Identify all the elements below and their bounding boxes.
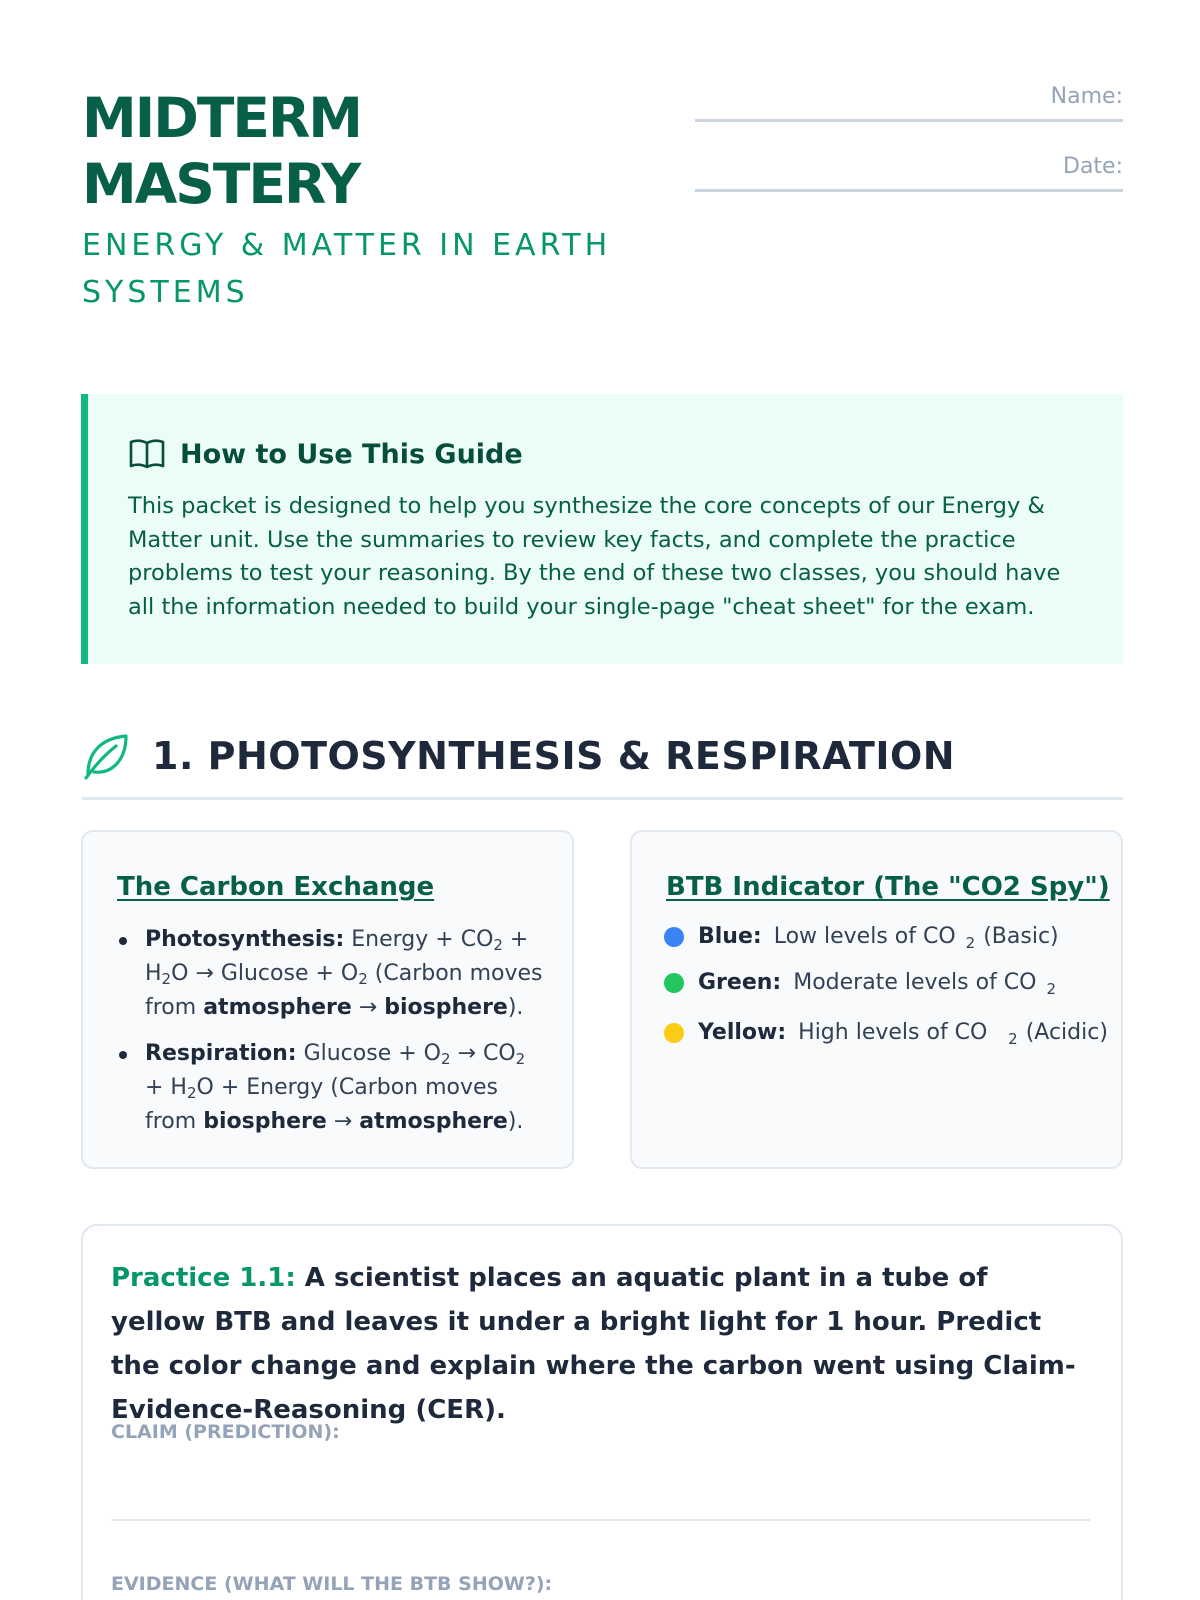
list-item [117,923,547,1025]
blue-dot [664,927,684,947]
claim-label: CLAIM (PREDICTION): [111,1421,340,1443]
subscript: 2 [161,970,172,988]
leaf-icon [82,730,132,780]
equation-text: O + Energy (Carbon moves from [145,1075,499,1134]
page-subtitle: ENERGY & MATTER IN EARTH SYSTEMS [82,228,612,310]
carbon-card-title: The Carbon Exchange [117,872,435,902]
btb-suffix: (Acidic) [1025,1020,1108,1045]
name-label: Name: [1050,84,1123,109]
carbon-exchange-card [81,830,574,1169]
page-title [82,85,642,217]
photosynthesis-label: Photosynthesis: [145,927,345,952]
equation-text: → CO [450,1041,516,1066]
equation-text: (Carbon moves from [145,961,543,1020]
section-header [82,730,1123,800]
claim-answer-line[interactable] [111,1519,1090,1521]
guide-heading [128,436,523,472]
equation-text: ). [507,1109,524,1134]
yellow-dot [664,1023,684,1043]
btb-label: Blue: [698,924,762,949]
guide-callout [81,394,1123,664]
date-label: Date: [1063,154,1123,179]
open-book-icon [128,437,166,471]
equation-text: Energy + CO [351,927,494,952]
subscript: 2 [1008,1029,1018,1048]
subscript: 2 [358,970,368,988]
btb-card-title: BTB Indicator (The "CO2 Spy") [666,872,1110,902]
evidence-label: EVIDENCE (WHAT WILL THE BTB SHOW?): [111,1573,553,1595]
practice-card [81,1224,1123,1600]
btb-text: Low levels of CO [773,924,956,949]
btb-row-yellow [664,1016,1108,1049]
guide-text: This packet is designed to help you synthesize the core concepts of our Energy & Matter unit. Use the summaries to review key facts, and complete the practice problems to test your reasoning. By the end of these two classes, you should have all the information needed to build your single-page "cheat sheet" for the exam. [128,493,1061,620]
equation-text: ). [507,995,524,1020]
practice-question-text: A scientist places an aquatic plant in a tube of yellow BTB and leaves it under a bright light for 1 hour. Predict the color change and explain where the carbon went using Claim-Evidence-Reasoning (CER). [111,1263,1076,1425]
equation-text: + H [145,1075,187,1100]
btb-text: Moderate levels of CO [793,970,1037,995]
btb-text: High levels of CO [798,1020,988,1045]
respiration-label: Respiration: [145,1041,297,1066]
arrow-text: → [351,995,385,1020]
subscript: 2 [440,1050,451,1068]
title-line-1: MIDTERM [82,86,362,150]
btb-label: Green: [698,970,782,995]
practice-question [111,1256,1086,1432]
section-title: 1. PHOTOSYNTHESIS & RESPIRATION [152,734,956,778]
subscript: 2 [965,933,976,952]
btb-row-green [664,970,1064,998]
guide-title: How to Use This Guide [180,438,523,470]
btb-row-blue [664,924,1059,952]
date-field[interactable] [695,152,1123,192]
btb-suffix: (Basic) [983,924,1059,949]
from-sphere: atmosphere [203,995,352,1020]
btb-indicator-card [630,830,1123,1169]
equation-text: O → Glucose + O [171,961,359,986]
title-line-2: MASTERY [82,152,360,216]
practice-label: Practice 1.1: [111,1263,296,1293]
equation-text: + H [145,927,529,986]
subscript: 2 [186,1084,197,1102]
to-sphere: biosphere [384,995,508,1020]
subscript: 2 [493,936,503,954]
arrow-text: → [326,1109,360,1134]
btb-label: Yellow: [698,1020,787,1045]
carbon-list [117,923,547,1151]
green-dot [664,973,684,993]
list-item [117,1037,547,1139]
equation-text: Glucose + O [303,1041,441,1066]
subscript: 2 [1046,979,1057,998]
subscript: 2 [515,1050,526,1068]
from-sphere: biosphere [203,1109,327,1134]
to-sphere: atmosphere [359,1109,508,1134]
name-field[interactable] [695,82,1123,122]
